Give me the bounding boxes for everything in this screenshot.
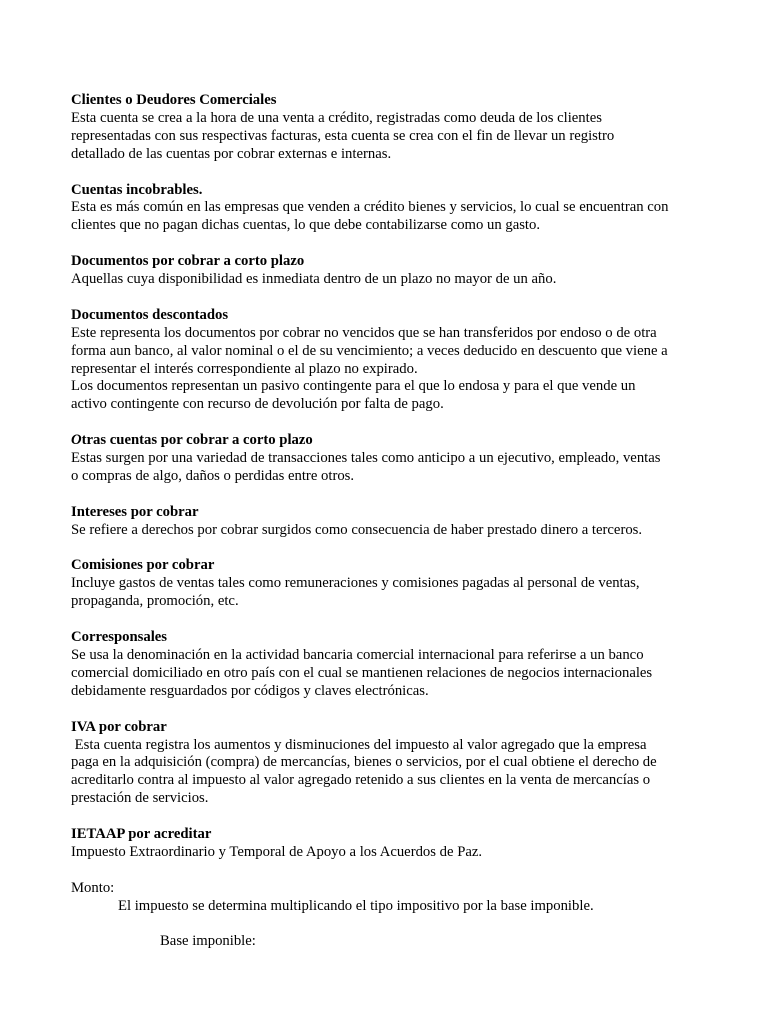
paragraph-line: detallado de las cuentas por cobrar externas e internas. xyxy=(71,145,392,162)
paragraph-line: clientes que no pagan dichas cuentas, lo que debe contabilizarse como un gasto. xyxy=(71,217,541,234)
paragraph-line: debidamente resguardados por códigos y claves electrónicas. xyxy=(71,682,429,699)
section-heading: Corresponsales xyxy=(71,629,168,646)
paragraph-line: o compras de algo, daños o perdidas entre otros. xyxy=(71,467,355,484)
section-documentos-descontados xyxy=(71,307,691,414)
section-heading-lead: O xyxy=(71,432,82,449)
document-page xyxy=(71,92,691,969)
paragraph-line: representadas con sus respectivas facturas, esta cuenta se crea con el fin de llevar un registro xyxy=(71,127,615,144)
section-heading-rest: tras cuentas por cobrar a corto plazo xyxy=(81,432,313,449)
section-heading: Documentos descontados xyxy=(71,306,229,323)
monto-label: Monto: xyxy=(71,879,115,896)
paragraph-line: Se usa la denominación en la actividad bancaria comercial internacional para referirse a un banco xyxy=(71,646,644,663)
section-heading: IVA por cobrar xyxy=(71,718,167,735)
paragraph-line: propaganda, promoción, etc. xyxy=(71,593,239,610)
section-heading: Clientes o Deudores Comerciales xyxy=(71,92,277,108)
paragraph-line: representar el interés correspondiente al plazo no expirado. xyxy=(71,360,418,377)
section-ietaap xyxy=(71,826,691,862)
paragraph-line: Impuesto Extraordinario y Temporal de Apoyo a los Acuerdos de Paz. xyxy=(71,843,483,860)
section-otras-cuentas xyxy=(71,432,691,486)
paragraph-line: Aquellas cuya disponibilidad es inmediata dentro de un plazo no mayor de un año. xyxy=(71,271,557,288)
section-iva-por-cobrar xyxy=(71,719,691,809)
section-heading: Comisiones por cobrar xyxy=(71,557,215,574)
section-cuentas-incobrables xyxy=(71,182,691,236)
section-documentos-por-cobrar xyxy=(71,253,691,289)
section-heading xyxy=(71,432,691,450)
section-heading: IETAAP por acreditar xyxy=(71,826,212,843)
paragraph-line: prestación de servicios. xyxy=(71,790,209,807)
paragraph-line: Este representa los documentos por cobrar no vencidos que se han transferidos por endoso o de otra xyxy=(71,324,657,341)
section-monto xyxy=(71,880,691,952)
section-heading: Cuentas incobrables. xyxy=(71,181,203,198)
paragraph-line: acreditarlo contra al impuesto al valor agregado retenido a sus clientes en la venta de mercancías o xyxy=(71,772,651,789)
section-clientes-deudores xyxy=(71,92,691,164)
monto-description: El impuesto se determina multiplicando el tipo impositivo por la base imponible. xyxy=(118,897,594,914)
paragraph-line: Esta cuenta se crea a la hora de una venta a crédito, registradas como deuda de los clientes xyxy=(71,109,602,126)
paragraph-line: Esta es más común en las empresas que venden a crédito bienes y servicios, lo cual se encuentran con xyxy=(71,199,669,216)
section-heading: Intereses por cobrar xyxy=(71,503,199,520)
section-intereses-por-cobrar xyxy=(71,504,691,540)
paragraph-line: Esta cuenta registra los aumentos y disminuciones del impuesto al valor agregado que la empresa xyxy=(71,736,647,753)
paragraph-line: Estas surgen por una variedad de transacciones tales como anticipo a un ejecutivo, empleado, ventas xyxy=(71,450,661,467)
paragraph-line: forma aun banco, al valor nominal o el de su vencimiento; a veces deducido en descuento que viene a xyxy=(71,342,668,359)
section-heading: Documentos por cobrar a corto plazo xyxy=(71,253,305,270)
paragraph-line: Incluye gastos de ventas tales como remuneraciones y comisiones pagadas al personal de ventas, xyxy=(71,575,640,592)
section-comisiones-por-cobrar xyxy=(71,557,691,611)
paragraph-line: paga en la adquisición (compra) de mercancías, bienes o servicios, por el cual obtiene el derecho de xyxy=(71,754,657,771)
paragraph-line: comercial domiciliado en otro país con el cual se mantienen relaciones de negocios internacionales xyxy=(71,664,653,681)
base-imponible-label: Base imponible: xyxy=(160,933,256,950)
section-corresponsales xyxy=(71,629,691,701)
paragraph-line: activo contingente con recurso de devolución por falta de pago. xyxy=(71,396,444,413)
paragraph-line: Se refiere a derechos por cobrar surgidos como consecuencia de haber prestado dinero a terceros. xyxy=(71,521,643,538)
paragraph-line: Los documentos representan un pasivo contingente para el que lo endosa y para el que vende un xyxy=(71,378,636,395)
